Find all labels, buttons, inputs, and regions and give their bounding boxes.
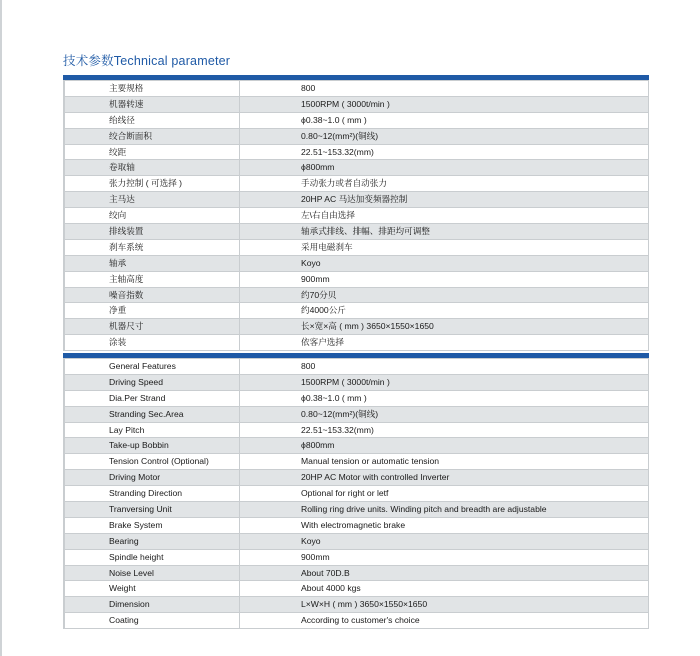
table-row <box>63 534 649 550</box>
table-row <box>63 129 649 145</box>
parameter-label: Dimension <box>109 599 150 610</box>
parameter-value: 约70分贝 <box>301 289 337 300</box>
parameter-value: About 70D.B <box>301 567 350 578</box>
parameter-label: 机器尺寸 <box>109 321 144 332</box>
parameter-value: 0.80~12(mm²)(铜线) <box>301 408 379 419</box>
table-row <box>63 80 649 97</box>
column-divider <box>239 129 240 144</box>
parameter-value: 900mm <box>301 551 330 562</box>
table-row <box>63 550 649 566</box>
parameter-label: Coating <box>109 615 139 626</box>
parameter-value: L×W×H ( mm ) 3650×1550×1650 <box>301 599 428 610</box>
table-row <box>63 176 649 192</box>
table-row <box>63 145 649 161</box>
parameter-value: ϕ0.38~1.0 ( mm ) <box>301 392 367 403</box>
parameter-value: ϕ0.38~1.0 ( mm ) <box>301 114 367 125</box>
column-divider <box>239 407 240 422</box>
table-row <box>63 518 649 534</box>
column-divider <box>239 160 240 175</box>
column-divider <box>239 303 240 318</box>
parameter-label: 主要规格 <box>109 83 144 93</box>
table-row <box>63 335 649 351</box>
table-row <box>63 470 649 486</box>
parameter-label: 绞向 <box>109 210 127 221</box>
table-row <box>63 160 649 176</box>
column-divider <box>239 176 240 191</box>
column-divider <box>239 581 240 596</box>
table-row <box>63 375 649 391</box>
column-divider <box>239 288 240 303</box>
parameter-value: 长×宽×高 ( mm ) 3650×1550×1650 <box>301 321 434 332</box>
column-divider <box>239 375 240 390</box>
table-row <box>63 224 649 240</box>
column-divider <box>239 208 240 223</box>
table-row <box>63 423 649 439</box>
parameter-value: 约4000公斤 <box>301 305 346 316</box>
parameter-value: With electromagnetic brake <box>301 519 406 530</box>
parameter-value: According to customer's choice <box>301 615 420 626</box>
parameter-value: 20HP AC Motor with controlled Inverter <box>301 472 450 483</box>
table-row <box>63 454 649 470</box>
column-divider <box>239 566 240 581</box>
parameter-value: 1500RPM ( 3000t/min ) <box>301 376 390 387</box>
table-row <box>63 319 649 335</box>
parameter-label: Spindle height <box>109 551 164 562</box>
parameter-label: 绐线径 <box>109 114 135 125</box>
column-divider <box>239 550 240 565</box>
parameter-label: General Features <box>109 361 176 371</box>
table-row <box>63 303 649 319</box>
page-edge-rule <box>0 0 2 656</box>
table-row <box>63 581 649 597</box>
column-divider <box>239 597 240 612</box>
parameter-value: 20HP AC 马达加变频器控制 <box>301 194 408 205</box>
column-divider <box>239 224 240 239</box>
parameter-value: 800 <box>301 83 316 93</box>
table-row <box>63 192 649 208</box>
parameter-label: 绞合断面积 <box>109 130 152 141</box>
column-divider <box>239 454 240 469</box>
column-divider <box>239 240 240 255</box>
spec-table-english <box>63 353 649 629</box>
column-divider <box>239 81 240 96</box>
parameter-value: 0.80~12(mm²)(铜线) <box>301 130 379 141</box>
table-row <box>63 438 649 454</box>
table-row <box>63 97 649 113</box>
parameter-value: 左\右自由选择 <box>301 210 355 221</box>
column-divider <box>239 438 240 453</box>
table-row <box>63 486 649 502</box>
parameter-value: Rolling ring drive units. Winding pitch and breadth are adjustable <box>301 504 547 515</box>
table-row <box>63 256 649 272</box>
table-row <box>63 566 649 582</box>
parameter-label: Tension Control (Optional) <box>109 456 209 467</box>
parameter-label: 轴承 <box>109 257 127 268</box>
column-divider <box>239 272 240 287</box>
table-row <box>63 208 649 224</box>
column-divider <box>239 486 240 501</box>
parameter-label: 净重 <box>109 305 127 316</box>
parameter-label: Dia.Per Strand <box>109 392 166 403</box>
parameter-label: 主轴高度 <box>109 273 144 284</box>
table-row <box>63 391 649 407</box>
column-divider <box>239 319 240 334</box>
parameter-label: 张力控制 ( 可选择 ) <box>109 178 183 189</box>
table-row <box>63 502 649 518</box>
parameter-value: About 4000 kgs <box>301 583 361 594</box>
parameter-label: Bearing <box>109 535 139 546</box>
parameter-value: 轴承式排线、排幅、排距均可调整 <box>301 226 430 237</box>
parameter-label: Brake System <box>109 519 163 530</box>
parameter-label: Tranversing Unit <box>109 504 172 515</box>
column-divider <box>239 534 240 549</box>
table-row <box>63 597 649 613</box>
parameter-value: Koyo <box>301 535 321 546</box>
parameter-label: Noise Level <box>109 567 154 578</box>
parameter-value: ϕ800mm <box>301 162 335 173</box>
column-divider <box>239 145 240 160</box>
parameter-label: Weight <box>109 583 136 594</box>
parameter-label: 刹车系统 <box>109 241 144 252</box>
parameter-label: Stranding Direction <box>109 488 183 499</box>
column-divider <box>239 335 240 350</box>
table-row <box>63 288 649 304</box>
parameter-value: 手动张力或者自动张力 <box>301 178 387 189</box>
column-divider <box>239 391 240 406</box>
table-row <box>63 407 649 423</box>
parameter-label: Driving Speed <box>109 376 163 387</box>
column-divider <box>239 613 240 628</box>
table-row <box>63 272 649 288</box>
table-row <box>63 358 649 375</box>
parameter-label: 涂装 <box>109 337 127 348</box>
page-title: 技术参数Technical parameter <box>63 54 231 68</box>
parameter-label: Driving Motor <box>109 472 161 483</box>
parameter-value: 依客户选择 <box>301 337 344 348</box>
parameter-label: Take-up Bobbin <box>109 440 169 451</box>
parameter-value: 900mm <box>301 273 330 284</box>
table-row <box>63 613 649 629</box>
parameter-value: Manual tension or automatic tension <box>301 456 440 467</box>
column-divider <box>239 256 240 271</box>
column-divider <box>239 518 240 533</box>
parameter-label: 噪音指数 <box>109 289 144 300</box>
parameter-label: 主马达 <box>109 194 135 205</box>
parameter-label: Lay Pitch <box>109 424 145 435</box>
column-divider <box>239 502 240 517</box>
parameter-value: ϕ800mm <box>301 440 335 451</box>
parameter-label: 绞距 <box>109 146 127 157</box>
table-row <box>63 240 649 256</box>
parameter-value: 采用电磁刹车 <box>301 241 353 252</box>
column-divider <box>239 423 240 438</box>
parameter-value: Optional for right or letf <box>301 488 389 499</box>
parameter-label: Stranding Sec.Area <box>109 408 184 419</box>
parameter-label: 机器转速 <box>109 98 144 109</box>
parameter-value: 22.51~153.32(mm) <box>301 424 374 435</box>
column-divider <box>239 359 240 374</box>
parameter-label: 卷取轴 <box>109 162 135 173</box>
spec-table-chinese <box>63 75 649 351</box>
column-divider <box>239 113 240 128</box>
parameter-value: Koyo <box>301 257 321 268</box>
column-divider <box>239 97 240 112</box>
table-row <box>63 113 649 129</box>
parameter-value: 800 <box>301 361 316 371</box>
parameter-value: 22.51~153.32(mm) <box>301 146 374 157</box>
parameter-value: 1500RPM ( 3000t/min ) <box>301 98 390 109</box>
parameter-label: 排线装置 <box>109 226 144 237</box>
column-divider <box>239 470 240 485</box>
column-divider <box>239 192 240 207</box>
